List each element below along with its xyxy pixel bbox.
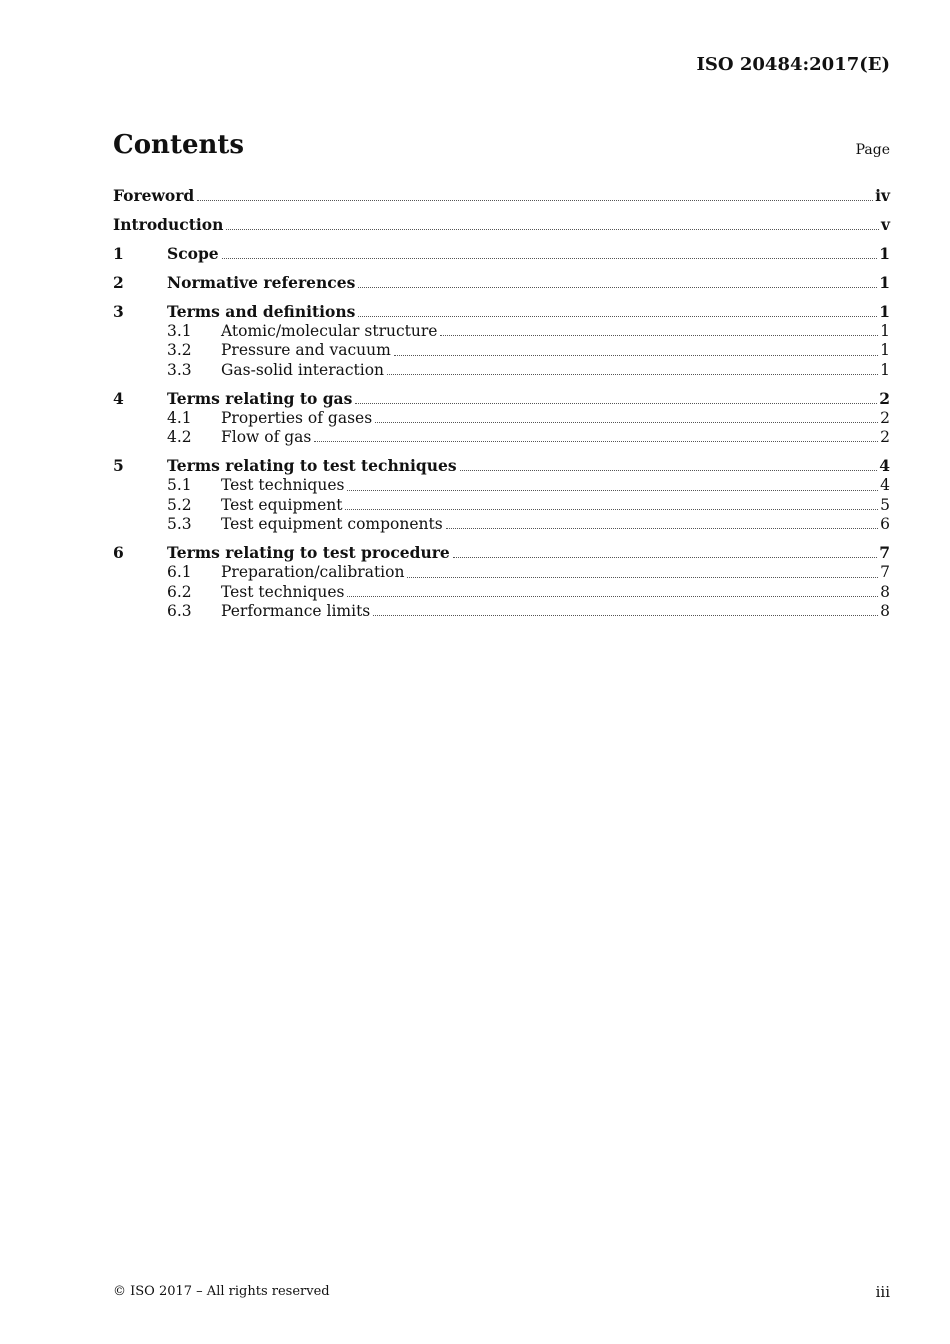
toc-entry-subsection[interactable] [113,341,890,360]
toc-entry-subsection[interactable] [113,361,890,380]
toc-entry-number: 6.1 [167,563,192,582]
toc-entry-number: 5.3 [167,515,192,534]
dot-leader [345,509,878,510]
footer-page-number: iii [875,1283,890,1301]
toc-entry-label: Terms relating to test procedure [167,543,450,563]
toc-entry-page: 2 [880,408,890,427]
dot-leader [347,596,878,597]
table-of-contents [113,186,890,630]
toc-entry-label: Terms relating to test techniques [167,456,457,476]
dot-leader [373,615,878,616]
dot-leader [358,316,877,317]
toc-entry-subsection[interactable] [113,476,890,495]
toc-entry-section[interactable] [113,456,890,476]
toc-entry-section[interactable] [113,302,890,322]
dot-leader [355,403,877,404]
dot-leader [453,557,877,558]
dot-leader [358,287,877,288]
toc-group [113,244,890,264]
toc-entry-introduction[interactable] [113,215,890,235]
toc-entry-label: Flow of gas [221,428,312,447]
toc-entry-label: Test techniques [221,476,345,495]
toc-entry-number: 6.3 [167,601,192,620]
toc-entry-subsection[interactable] [113,428,890,447]
toc-entry-page: 2 [879,388,890,408]
page-column-label: Page [855,142,890,158]
page-title: Contents [113,130,245,160]
toc-entry-number: 5.1 [167,476,192,495]
toc-entry-label: Foreword [113,186,195,205]
toc-entry-label: Gas-solid interaction [221,360,385,379]
toc-entry-page: 5 [880,495,890,514]
dot-leader [375,422,878,423]
toc-entry-number: 6.2 [167,582,192,601]
toc-entry-page: 1 [879,273,890,292]
toc-entry-subsection[interactable] [113,409,890,428]
toc-entry-subsection[interactable] [113,322,890,341]
toc-entry-page: v [880,215,890,234]
dot-leader [222,258,878,259]
toc-entry-number: 4 [113,388,124,408]
toc-entry-page: 6 [880,515,890,534]
toc-entry-label: Atomic/molecular structure [221,322,438,340]
dot-leader [387,374,878,375]
toc-entry-page: 7 [880,563,890,582]
toc-entry-label: Test equipment [221,495,343,514]
toc-entry-label: Introduction [113,215,224,234]
toc-entry-number: 3.2 [167,341,192,360]
toc-entry-subsection[interactable] [113,563,890,582]
toc-group [113,543,890,621]
toc-entry-page: 4 [879,456,890,476]
toc-entry-subsection[interactable] [113,583,890,602]
toc-entry-number: 4.2 [167,428,192,447]
toc-entry-label: Test equipment components [221,515,443,534]
toc-entry-subsection[interactable] [113,602,890,621]
toc-group [113,389,890,448]
toc-entry-page: 8 [880,582,890,601]
toc-entry-subsection[interactable] [113,515,890,534]
toc-entry-number: 5 [113,456,124,476]
footer-copyright: © ISO 2017 – All rights reserved [113,1284,330,1299]
toc-entry-page: 1 [880,322,890,340]
toc-entry-foreword[interactable] [113,186,890,206]
toc-entry-number: 4.1 [167,408,192,427]
toc-group-intro [113,215,890,235]
dot-leader [394,355,878,356]
toc-entry-page: 1 [880,360,890,379]
toc-entry-number: 3.1 [167,322,192,340]
dot-leader [440,335,878,336]
dot-leader [347,490,878,491]
toc-group-front [113,186,890,206]
toc-entry-number: 5.2 [167,495,192,514]
toc-entry-page: 1 [879,302,890,321]
toc-entry-section[interactable] [113,543,890,563]
toc-entry-subsection[interactable] [113,496,890,515]
toc-entry-label: Performance limits [221,601,371,620]
toc-entry-page: 1 [880,341,890,360]
toc-entry-number: 6 [113,543,124,563]
toc-entry-label: Pressure and vacuum [221,341,391,360]
toc-entry-page: 2 [880,428,890,447]
dot-leader [460,470,878,471]
toc-entry-label: Scope [167,244,219,263]
toc-entry-page: 8 [880,601,890,620]
toc-entry-section[interactable] [113,389,890,409]
toc-entry-label: Preparation/calibration [221,563,405,582]
toc-entry-page: 4 [880,476,890,495]
toc-entry-label: Terms and definitions [167,302,356,321]
toc-group [113,273,890,293]
toc-entry-label: Properties of gases [221,408,373,427]
toc-entry-section[interactable] [113,244,890,264]
dot-leader [226,229,879,230]
dot-leader [446,528,878,529]
dot-leader [197,200,873,201]
toc-sections [113,244,890,621]
toc-entry-number: 3 [113,302,124,321]
dot-leader [314,441,878,442]
toc-entry-page: 1 [879,244,890,263]
toc-entry-section[interactable] [113,273,890,293]
toc-entry-number: 1 [113,244,124,263]
toc-entry-label: Test techniques [221,582,345,601]
dot-leader [407,577,878,578]
toc-group [113,302,890,380]
toc-entry-page: iv [875,186,890,205]
document-id: ISO 20484:2017(E) [696,54,890,75]
toc-entry-page: 7 [879,543,890,563]
toc-entry-label: Terms relating to gas [167,388,353,408]
toc-entry-number: 3.3 [167,360,192,379]
toc-entry-number: 2 [113,273,124,292]
toc-entry-label: Normative references [167,273,356,292]
toc-group [113,456,890,534]
